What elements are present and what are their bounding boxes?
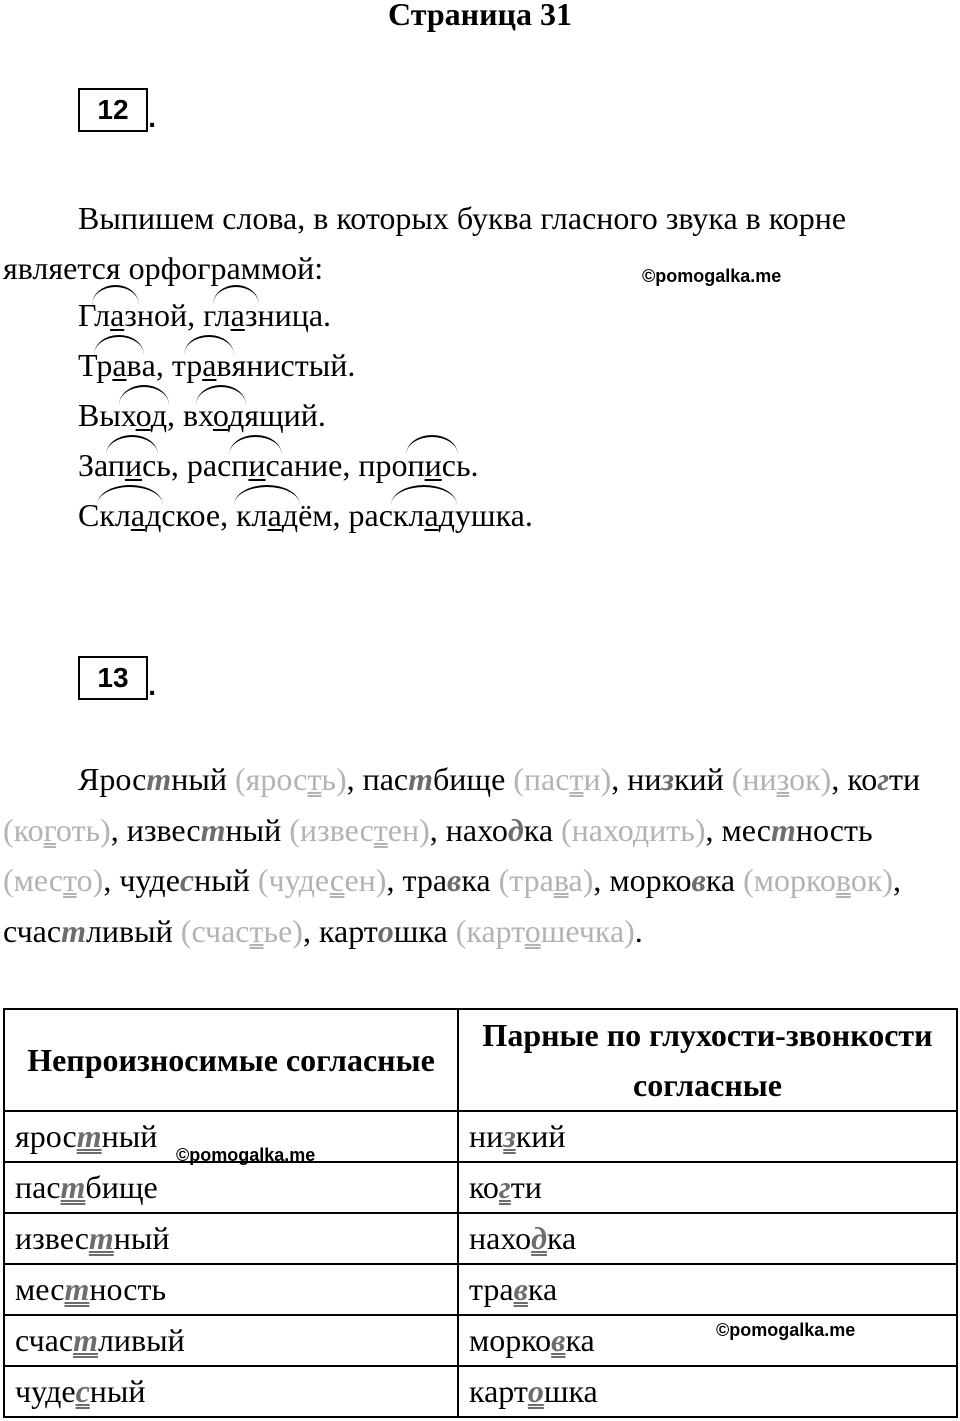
- marked-word: Глаз ной: [78, 297, 187, 334]
- root-arc: [184, 335, 233, 355]
- root-arc: [97, 485, 163, 505]
- root-arc: [106, 435, 158, 455]
- root-arc: [391, 485, 457, 505]
- exercise-12-line: Глаз ной, глаз ница.: [78, 297, 331, 334]
- table-header-row: [4, 1009, 957, 1111]
- exercise-12-line: Выход , вход ящий.: [78, 397, 326, 434]
- table-cell: яростный: [4, 1111, 458, 1162]
- marked-word: Выход: [78, 397, 167, 434]
- table-row: [4, 1264, 957, 1315]
- marked-word: Склад ское: [78, 497, 220, 534]
- table-row: [4, 1366, 957, 1417]
- exercise-12-line: Запис ь, распис ание, пропис ь.: [78, 447, 479, 484]
- table-cell: известный: [4, 1213, 458, 1264]
- table-header: Непроизносимые согласные: [4, 1009, 458, 1111]
- exercise-12-line: Склад ское, клад ём, расклад ушка.: [78, 497, 533, 534]
- exercise-number-box: 12 .: [78, 88, 148, 132]
- watermark: ©pomogalka.me: [176, 1145, 316, 1165]
- table-cell: находка: [458, 1213, 957, 1264]
- exercise-12-line: Трав а, трав янистый.: [78, 347, 355, 384]
- table-cell: чудесный: [4, 1366, 458, 1417]
- table-cell: местность: [4, 1264, 458, 1315]
- marked-word: Трав а: [78, 347, 156, 384]
- table-cell: низкий: [458, 1111, 957, 1162]
- exercise-13-text: Яростный (ярость), пастбище (пасти), низкий (низок), когти (коготь), известный (известен), находка (находить), местность (место), чудесный (чудесен), травка (трава), морковка (морковок), счастливый (счастье), картошка (картошечка).: [3, 761, 921, 949]
- marked-word: распис ание: [187, 447, 343, 484]
- marked-word: Запис ь: [78, 447, 171, 484]
- page-title: Страница 31: [388, 0, 572, 32]
- table-cell: картошка: [458, 1366, 957, 1417]
- root-arc: [234, 485, 300, 505]
- marked-word: вход ящий: [183, 397, 318, 434]
- table-cell: травка: [458, 1264, 957, 1315]
- marked-word: трав янистый: [172, 347, 347, 384]
- table-cell: когти: [458, 1162, 957, 1213]
- table-cell: пастбище: [4, 1162, 458, 1213]
- root-arc: [119, 385, 169, 405]
- marked-word: глаз ница: [203, 297, 323, 334]
- exercise-number: 12: [97, 94, 129, 125]
- exercise-number: 13: [97, 662, 129, 693]
- exercise-12-intro: Выпишем слова, в которых буква гласного звука в корне является орфограммой:: [3, 200, 847, 286]
- table-cell: морковка: [458, 1315, 957, 1366]
- watermark: ©pomogalka.me: [716, 1320, 856, 1340]
- table-cell: счастливый: [4, 1315, 458, 1366]
- root-arc: [196, 385, 246, 405]
- table-row: [4, 1162, 957, 1213]
- table-header: Парные по глухости-звонкости согласные: [458, 1009, 957, 1111]
- watermark: ©pomogalka.me: [642, 266, 782, 286]
- exercise-number-box: 13 .: [78, 656, 148, 700]
- consonants-table: [3, 1008, 958, 1418]
- marked-word: пропис ь: [358, 447, 470, 484]
- marked-word: расклад ушка: [349, 497, 525, 534]
- table-row: [4, 1111, 957, 1162]
- root-arc: [94, 335, 143, 355]
- marked-word: клад ём: [236, 497, 332, 534]
- table-row: [4, 1213, 957, 1264]
- root-arc: [229, 435, 281, 455]
- root-arc: [406, 435, 458, 455]
